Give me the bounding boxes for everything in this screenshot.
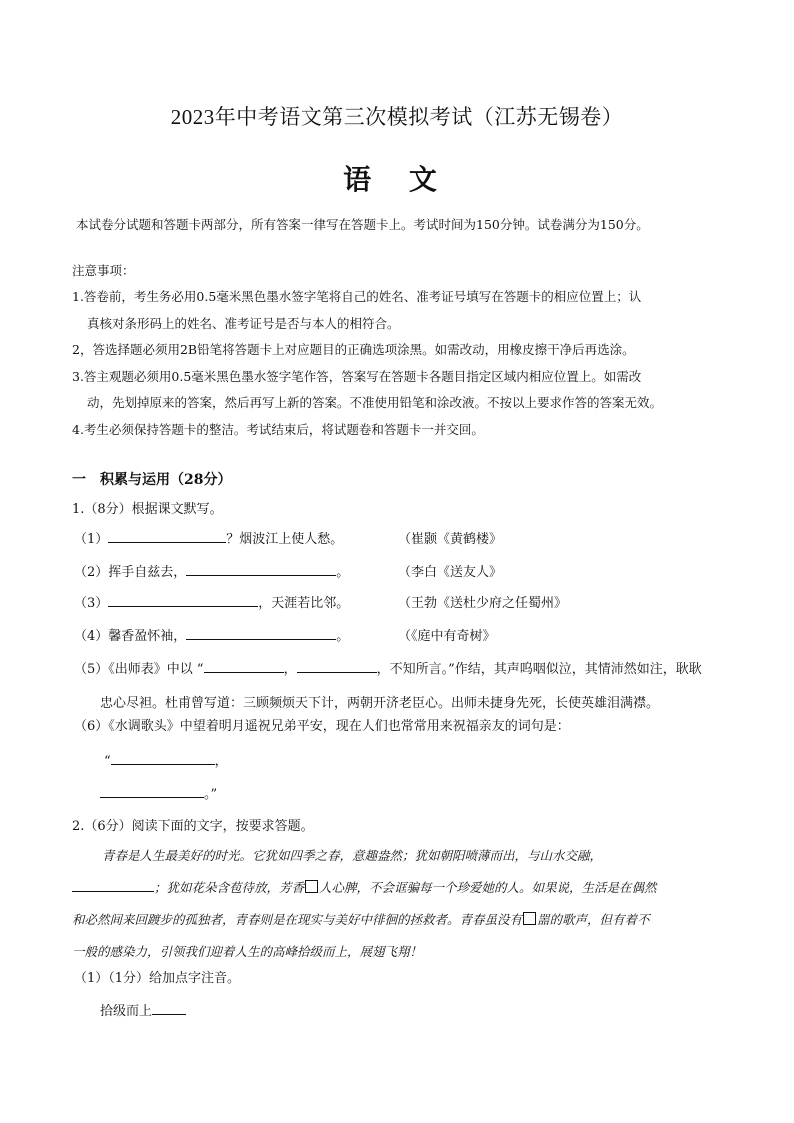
q1-row-1: （1） ？烟波江上使人愁。 （崔颢《黄鹤楼》 [74,528,343,547]
answer-blank[interactable] [152,1001,186,1015]
note-item-4: 4.考生必须保持答题卡的整洁。考试结束后，将试题卷和答题卡一并交回。 [72,421,484,437]
q1-item-6: （6）《水调歌头》中望着明月遥祝兄弟平安，现在人们也常常用来祝福亲友的词句是： [74,719,570,734]
subject-title: 语 文 [343,163,451,196]
poem-source: （李白《送友人》 [398,565,503,580]
answer-blank[interactable] [204,659,284,673]
answer-blank[interactable] [297,659,377,673]
question-2-heading: 2.（6分）阅读下面的文字，按要求答题。 [72,819,314,834]
answer-blank[interactable] [111,751,215,765]
note-item-1: 1.答卷前，考生务必用0.5毫米黑色墨水签字笔将自己的姓名、准考证号填写在答题卡的相应位置上；认 真核对条形码上的姓名、准考证号是否与本人的相符合。 [72,289,642,331]
q1-item-5: （5）《出师表》中以 “ ， ，不知所言。”作结，其声呜咽似泣，其情沛然如注，耿耿 忠心尽袒。杜甫曾写道：三顾频烦天下计，两朝开济老臣心。出师未捷身先死，长使英雄泪满襟。 [74,653,734,721]
exam-title: 2023年中考语文第三次模拟考试（江苏无锡卷） [170,105,624,129]
q1-item-6-line-1: “ ， [104,750,228,769]
answer-blank[interactable] [72,878,154,892]
poem-source: （王勃《送杜少府之任蜀州》 [398,596,568,611]
answer-blank[interactable] [108,593,258,607]
missing-char-box [305,880,318,893]
q2-sub-1: （1）（1分）给加点字注音。 [74,971,241,986]
q2-sub-1-word: 拾级而上 [100,1000,186,1019]
q1-row-2: （2）挥手自兹去， 。 （李白《送友人》 [74,561,349,580]
notes-list [72,284,732,443]
answer-blank[interactable] [186,562,336,576]
q1-row-3: （3） ，天涯若比邻。 （王勃《送杜少府之任蜀州》 [74,592,349,611]
q1-item-6-line-2: 。” [100,783,217,802]
answer-blank[interactable] [186,626,336,640]
notes-heading: 注意事项： [72,263,135,278]
reading-passage: 青春是人生最美好的时光。它犹如四季之春，意趣盎然；犹如朝阳喷薄而出，与山水交融， ；犹如花朵含苞待放，芳香 人心脾，不会诓骗每一个珍爱她的人。如果说，生活是在偶然 和必然间来回踱步的孤独者，青春则是在现实与美好中徘徊的拯救者。青春虽没有 噐的歌声，但有着不 一般的感染力，引领我们迎着人生的高峰拾级而上，展翅飞翔！ [72,848,657,959]
note-item-3: 3.答主观题必须用0.5毫米黑色墨水签字笔作答，答案写在答题卡各题目指定区域内相应位置上。如需改 动，先划掉原来的答案，然后再写上新的答案。不准使用铅笔和涂改液。不按以上要求作答的答案无效。 [72,368,663,410]
answer-blank[interactable] [108,529,226,543]
missing-char-box [523,912,536,925]
answer-blank[interactable] [100,784,204,798]
note-item-2: 2，答选择题必须用2B铅笔将答题卡上对应题目的正确选项涂黑。如需改动，用橡皮擦干净后再选涂。 [72,342,635,357]
section-heading: 一 积累与运用（28分） [72,472,232,488]
poem-source: （《庭中有奇树》 [398,629,496,644]
q1-row-4: （4）馨香盈怀袖， 。 （《庭中有奇树》 [74,625,349,644]
question-1-heading: 1.（8分）根据课文默写。 [72,502,223,517]
exam-intro: 本试卷分试题和答题卡两部分，所有答案一律写在答题卡上。考试时间为150分钟。试卷满分为150分。 [76,217,649,232]
poem-source: （崔颢《黄鹤楼》 [398,532,503,547]
